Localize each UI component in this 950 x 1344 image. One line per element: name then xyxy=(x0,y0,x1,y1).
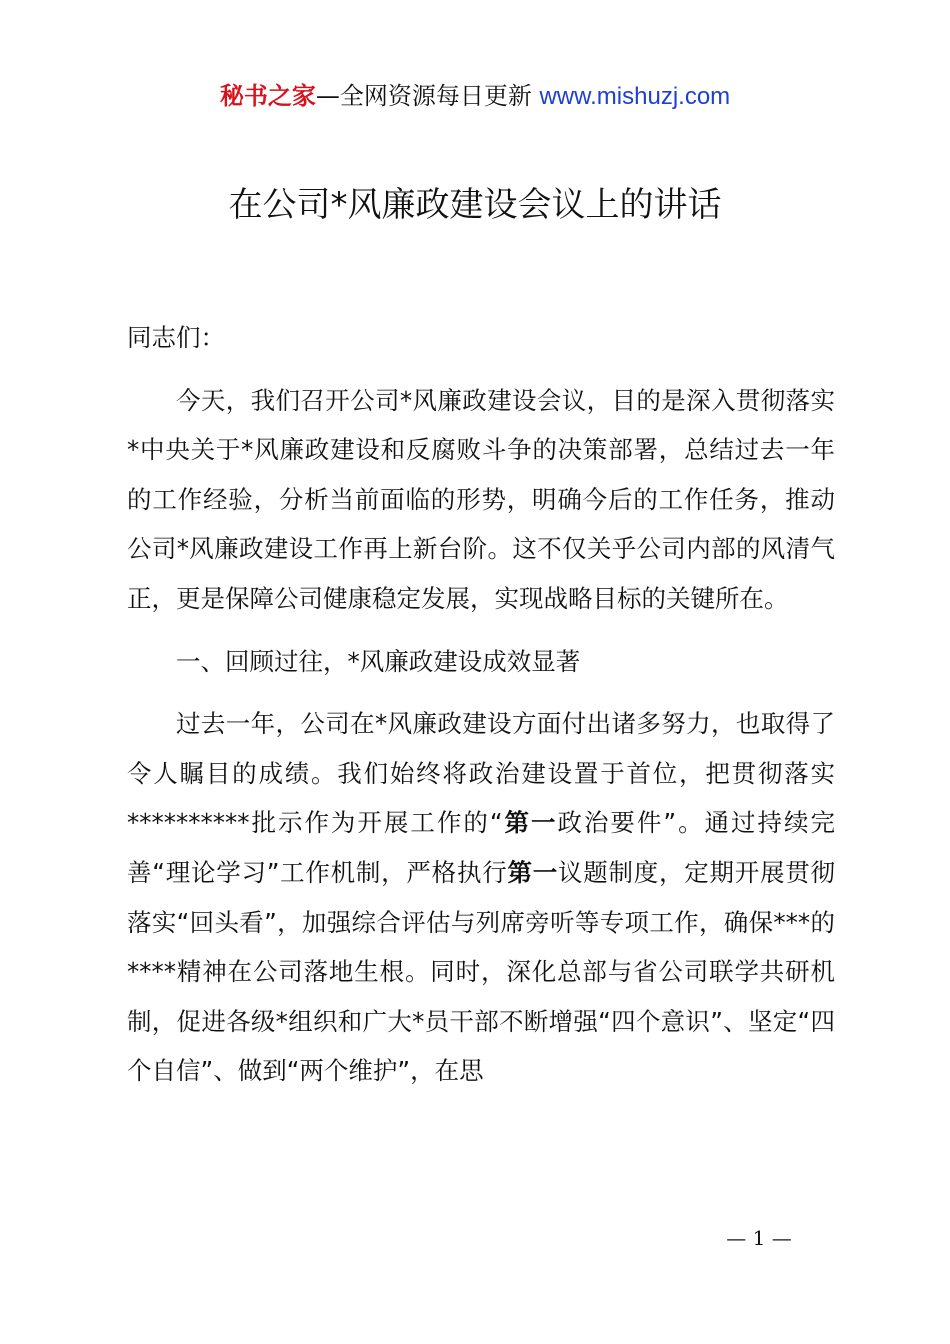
paragraph-text: 过去一年，公司在*风廉政建设方面付出诸多努力，也取得了令人瞩目的成绩。我们始终将政治建设置于首位，把贯彻落实**********批示作为开展工作的“ xyxy=(127,709,835,838)
opening-paragraph: 今天，我们召开公司*风廉政建设会议，目的是深入贯彻落实*中央关于*风廉政建设和反腐败斗争的决策部署，总结过去一年的工作经验，分析当前面临的形势，明确今后的工作任务，推动公司*风廉政建设工作再上新台阶。这不仅关乎公司内部的风清气正，更是保障公司健康稳定发展，实现战略目标的关键所在。 xyxy=(127,385,835,613)
review-paragraph xyxy=(127,699,835,1096)
paragraph-text: 议题制度，定期开展贯彻落实“回头看”，加强综合评估与列席旁听等专项工作，确保***的****精神在公司落地生根。同时，深化总部与省公司联学共研机制，促进各级*组织和广大*员干部不断增强“四个意识”、坚定“四个自信”、做到“两个维护”，在思 xyxy=(127,857,836,1086)
document-title: 在公司*风廉政建设会议上的讲话 xyxy=(228,185,722,225)
bold-text: 第一 xyxy=(502,808,558,838)
page-number: — 1 — xyxy=(726,1226,792,1250)
site-url[interactable]: www.mishuzj.com xyxy=(539,83,731,110)
bold-text: 第一 xyxy=(507,857,558,887)
paragraph-text: 政治要件”。通过持续完善“理论学习”工作机制，严格执行 xyxy=(127,808,835,887)
brand-name: 秘书之家 xyxy=(219,82,316,110)
header-tagline: —全网资源每日更新 xyxy=(315,82,540,110)
section-heading: 一、回顾过往，*风廉政建设成效显著 xyxy=(176,646,581,676)
salutation: 同志们： xyxy=(127,323,225,352)
document-header xyxy=(0,80,950,113)
document-body xyxy=(127,313,835,1109)
